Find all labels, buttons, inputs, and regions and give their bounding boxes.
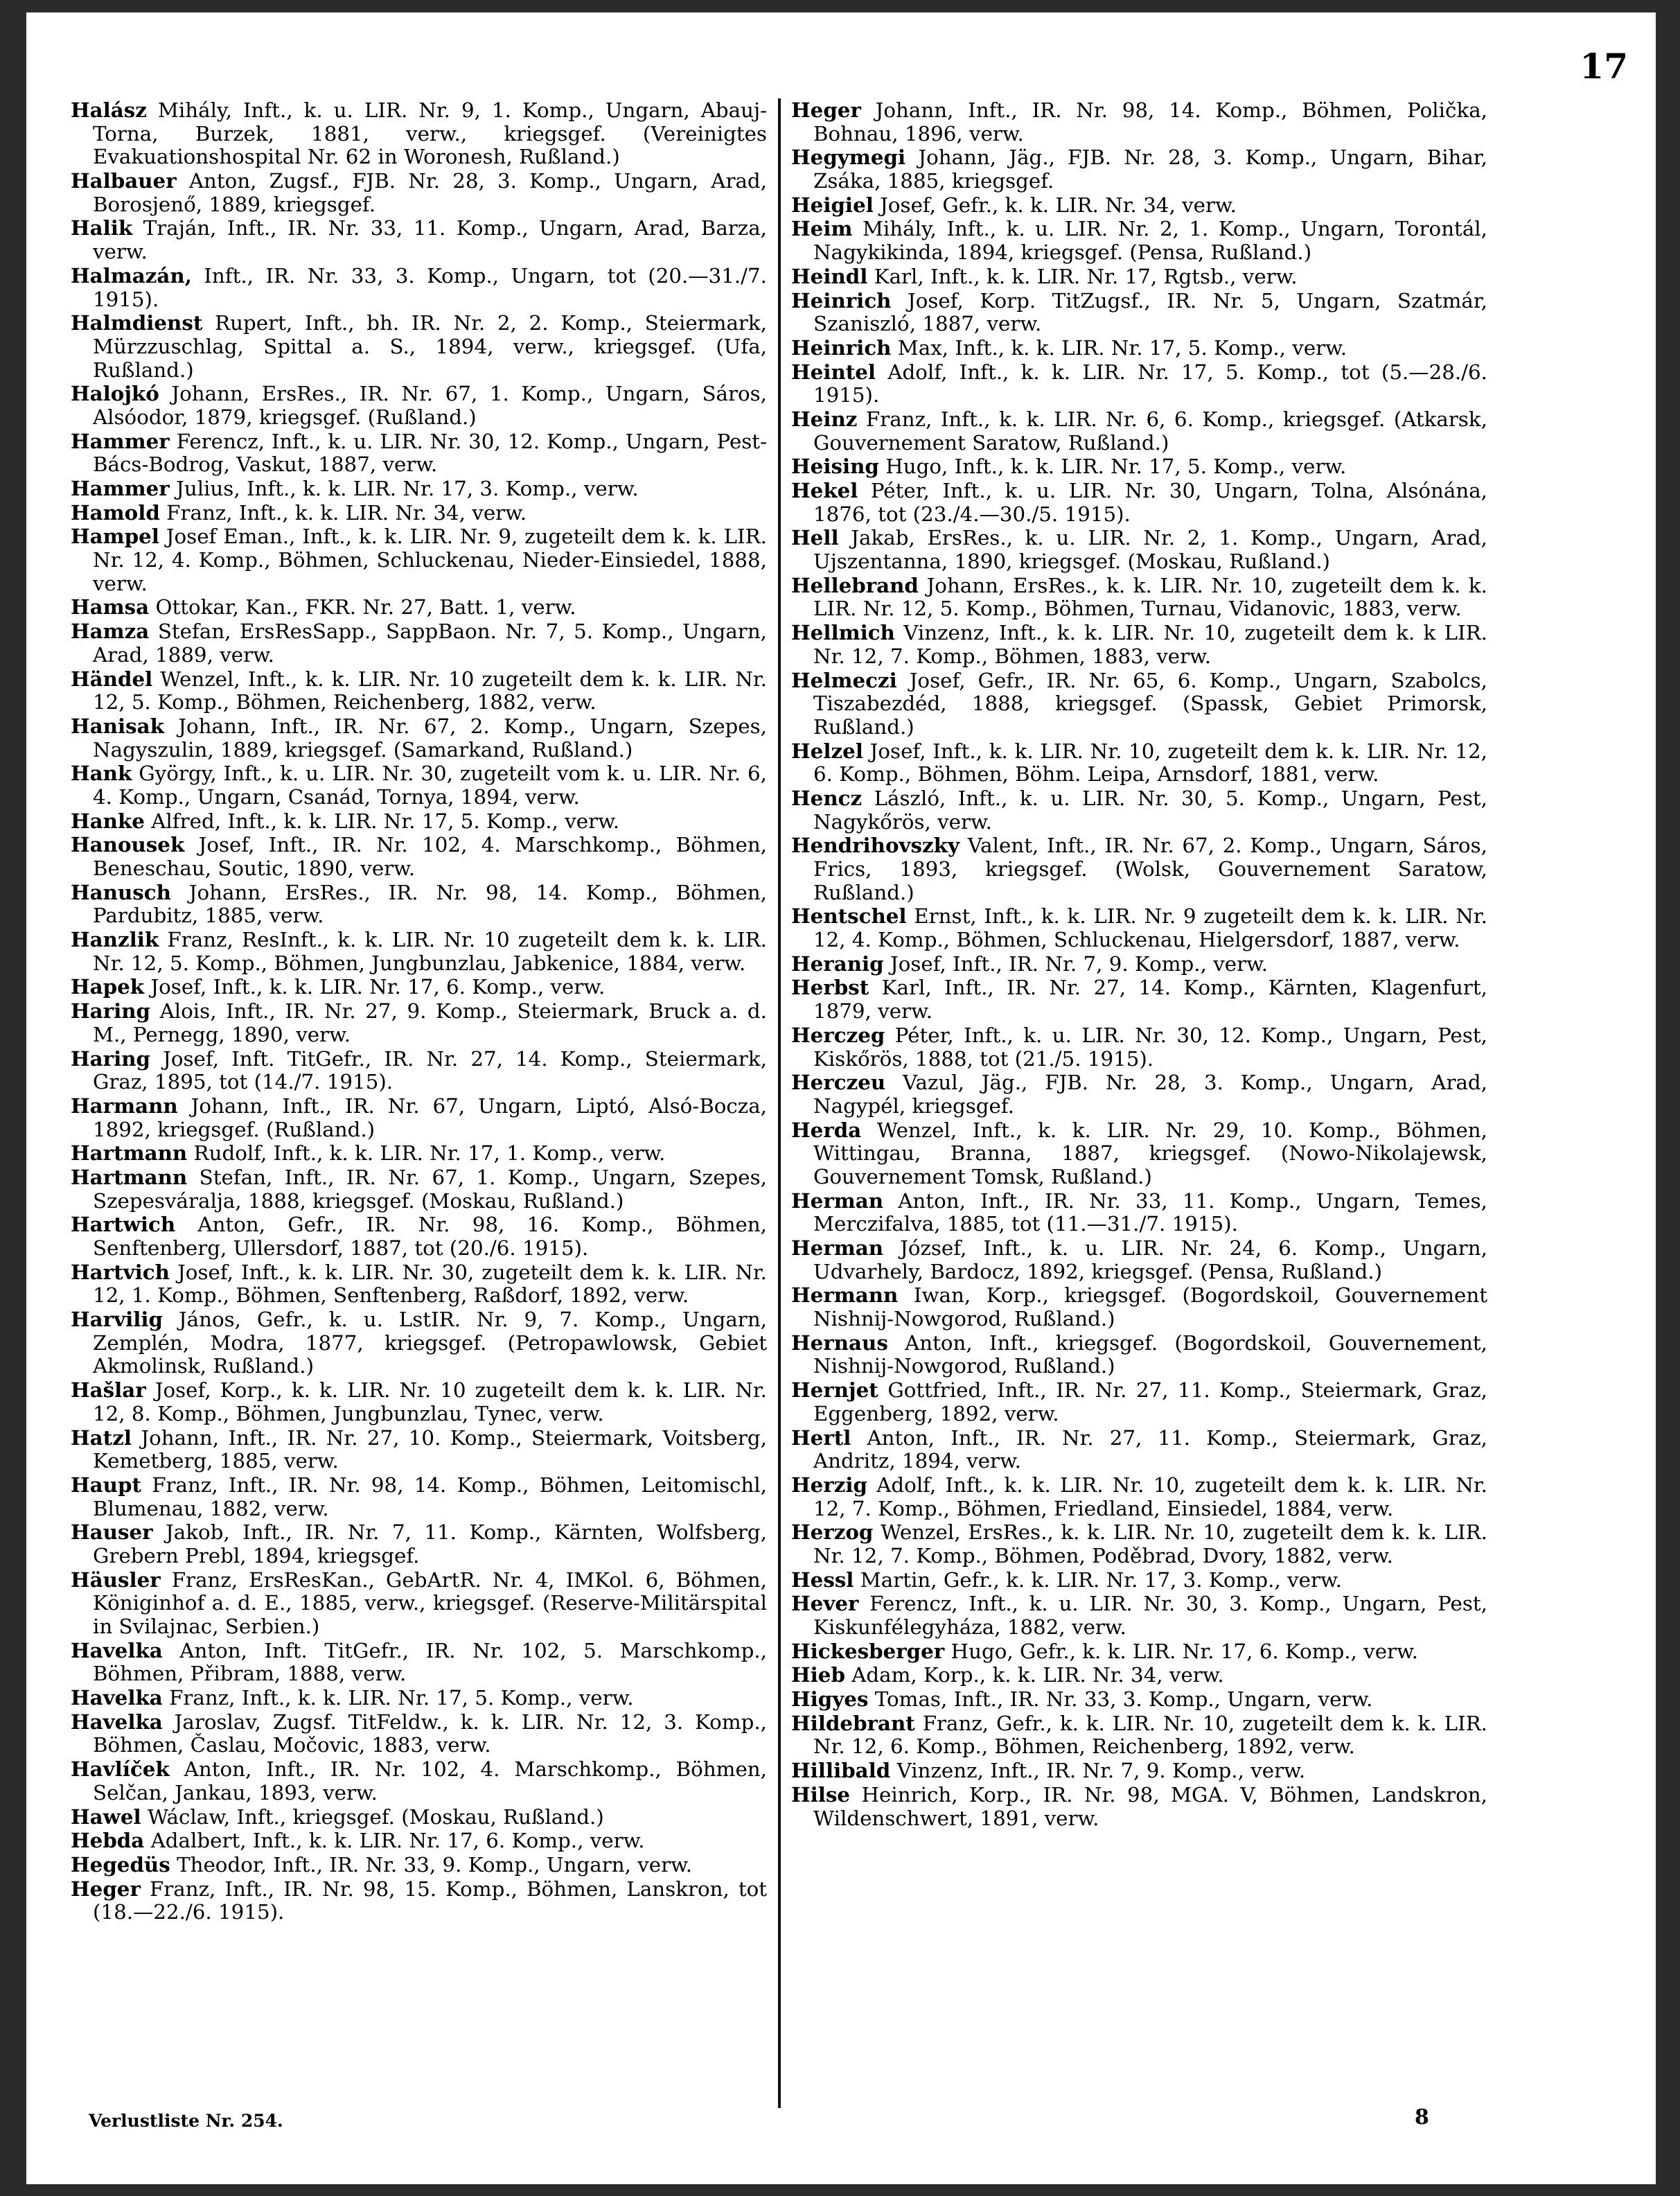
entry-details: Josef, Inft., k. k. LIR. Nr. 17, 6. Komp., verw.: [150, 975, 605, 999]
entry-details: Wenzel, Inft., k. k. LIR. Nr. 29, 10. Komp., Böhmen, Wittingau, Branna, 1887, kriegsgef. (Nowo-Nikolajewsk, Gouvernement Tomsk, Rußland.): [813, 1118, 1487, 1188]
entry-surname: Hanzlik: [71, 927, 159, 952]
entry-details: Anton, Inft., IR. Nr. 33, 11. Komp., Ungarn, Temes, Merczifalva, 1885, tot (11.—31./7. 1915).: [813, 1188, 1487, 1236]
entry-details: Mihály, Inft., k. u. LIR. Nr. 9, 1. Komp., Ungarn, Abauj-Torna, Burzek, 1881, verw., kriegsgef. (Vereinigtes Evakuationshospital Nr. 62 in Woronesh, Rußland.): [93, 98, 767, 169]
entry-details: Rudolf, Inft., k. k. LIR. Nr. 17, 1. Komp., verw.: [193, 1141, 666, 1166]
casualty-entry: [791, 479, 1487, 526]
entry-details: Franz, Inft., IR. Nr. 98, 15. Komp., Böhmen, Lanskron, tot (18.—22./6. 1915).: [93, 1877, 767, 1924]
entry-details: Josef, Korp., k. k. LIR. Nr. 10 zugeteilt dem k. k. LIR. Nr. 12, 8. Komp., Böhmen, Jungbunzlau, Tynec, verw.: [93, 1378, 767, 1425]
entry-surname: Heinz: [791, 406, 858, 431]
entry-details: Johann, Inft., IR. Nr. 67, Ungarn, Liptó, Alsó-Bocza, 1892, kriegsgef. (Rußland.): [93, 1093, 767, 1141]
casualty-entry: [71, 1877, 767, 1924]
casualty-entry: [71, 975, 767, 999]
entry-surname: Helzel: [791, 738, 863, 763]
entry-details: Josef, Gefr., k. k. LIR. Nr. 34, verw.: [880, 193, 1237, 217]
casualty-entry: [791, 1118, 1487, 1189]
entry-surname: Herzog: [791, 1520, 874, 1545]
entry-details: Heinrich, Korp., IR. Nr. 98, MGA. V, Böhmen, Landskron, Wildenschwert, 1891, verw.: [813, 1782, 1487, 1830]
entry-details: Franz, Inft., k. k. LIR. Nr. 6, 6. Komp., kriegsgef. (Atkarsk, Gouvernement Saratow, Rußland.): [813, 407, 1487, 455]
document-page: [26, 12, 1656, 2184]
entry-surname: Hencz: [791, 785, 863, 810]
entry-surname: Hellmich: [791, 620, 895, 645]
casualty-entry: [71, 1047, 767, 1094]
entry-details: Adolf, Inft., k. k. LIR. Nr. 17, 5. Komp., tot (5.—28./6. 1915).: [813, 360, 1487, 407]
entry-details: Jakab, ErsRes., k. u. LIR. Nr. 2, 1. Komp., Ungarn, Arad, Ujszentanna, 1890, kriegsgef. (Moskau, Rußland.): [813, 526, 1487, 574]
casualty-entry: [791, 1759, 1487, 1783]
casualty-entry: [791, 1378, 1487, 1425]
entry-details: Franz, Inft., k. k. LIR. Nr. 34, verw.: [166, 500, 527, 525]
entry-surname: Hellebrand: [791, 572, 919, 597]
casualty-entry: [791, 1236, 1487, 1283]
entry-details: Ottokar, Kan., FKR. Nr. 27, Batt. 1, verw.: [155, 595, 576, 620]
casualty-entry: [71, 1166, 767, 1213]
entry-surname: Herman: [791, 1188, 884, 1213]
page-number: 17: [1580, 46, 1628, 87]
entry-surname: Hernjet: [791, 1378, 878, 1403]
casualty-entry: [71, 1094, 767, 1141]
entry-surname: Havelka: [71, 1637, 163, 1662]
casualty-entry: [71, 714, 767, 762]
casualty-entry: [71, 1805, 767, 1829]
entry-surname: Hendrihovszky: [791, 833, 960, 858]
entry-surname: Hammer: [71, 476, 170, 500]
entry-details: Julius, Inft., k. k. LIR. Nr. 17, 3. Komp., verw.: [176, 477, 639, 500]
footer-list-label: Verlustliste Nr. 254.: [89, 2111, 283, 2131]
entry-surname: Hillibald: [791, 1758, 891, 1783]
footer-sheet-mark: 8: [1415, 2105, 1429, 2129]
casualty-entry: [791, 265, 1487, 289]
entry-surname: Herczeu: [791, 1070, 886, 1095]
entry-details: Josef Eman., Inft., k. k. LIR. Nr. 9, zugeteilt dem k. k. LIR. Nr. 12, 4. Komp., Böhmen, Schluckenau, Nieder-Einsiedel, 1888, verw.: [93, 525, 767, 595]
entry-surname: Harmann: [71, 1093, 178, 1118]
casualty-entry: [791, 1426, 1487, 1473]
entry-details: Josef, Inft. TitGefr., IR. Nr. 27, 14. Komp., Steiermark, Graz, 1895, tot (14./7. 1915).: [93, 1046, 767, 1094]
entry-surname: Hickesberger: [791, 1638, 945, 1663]
entry-surname: Hebda: [71, 1828, 145, 1853]
casualty-entry: [791, 1331, 1487, 1378]
entry-surname: Hieb: [791, 1662, 845, 1687]
entry-details: Martin, Gefr., k. k. LIR. Nr. 17, 3. Komp., verw.: [860, 1567, 1342, 1592]
casualty-entry: [71, 1473, 767, 1520]
column-divider: [778, 98, 781, 2108]
entry-surname: Hever: [791, 1591, 859, 1616]
entry-surname: Higyes: [791, 1687, 869, 1712]
casualty-entry: [71, 477, 767, 501]
entry-details: Péter, Inft., k. u. LIR. Nr. 30, 12. Komp., Ungarn, Pest, Kiskőrös, 1888, tot (21./5. 1915).: [813, 1023, 1487, 1071]
casualty-entry: [71, 928, 767, 975]
casualty-entry: [791, 1592, 1487, 1639]
entry-surname: Heim: [791, 216, 853, 241]
casualty-entry: [791, 1071, 1487, 1118]
casualty-entry: [71, 999, 767, 1046]
entry-details: János, Gefr., k. u. LstIR. Nr. 9, 7. Komp., Ungarn, Zemplén, Modra, 1877, kriegsgef. (Petropawlowsk, Gebiet Akmolinsk, Rußland.): [93, 1308, 767, 1378]
entry-surname: Halbauer: [71, 168, 177, 193]
casualty-entry: [791, 904, 1487, 951]
entry-surname: Herman: [791, 1236, 884, 1260]
casualty-entry: [791, 336, 1487, 360]
entry-surname: Herda: [791, 1117, 862, 1142]
casualty-entry: [791, 455, 1487, 479]
entry-details: Johann, ErsRes., k. k. LIR. Nr. 10, zugeteilt dem k. k. LIR. Nr. 12, 5. Komp., Böhmen, Turnau, Vidanovic, 1883, verw.: [813, 573, 1487, 621]
entry-surname: Hammer: [71, 428, 170, 453]
casualty-entry: [71, 264, 767, 311]
entry-details: Johann, Inft., IR. Nr. 98, 14. Komp., Böhmen, Polička, Bohnau, 1896, verw.: [813, 98, 1487, 146]
entry-surname: Helmeczi: [791, 667, 897, 692]
casualty-entry: [791, 574, 1487, 621]
entry-surname: Halász: [71, 98, 147, 122]
casualty-entry: [71, 1260, 767, 1308]
casualty-entry: [71, 98, 767, 169]
casualty-entry: [71, 1829, 767, 1853]
entry-details: Karl, Inft., k. k. LIR. Nr. 17, Rgtsb., verw.: [874, 264, 1298, 288]
entry-surname: Hanke: [71, 808, 145, 833]
entry-surname: Hanusch: [71, 879, 171, 904]
entry-surname: Hegedüs: [71, 1852, 170, 1877]
entry-details: Stefan, ErsResSapp., SappBaon. Nr. 7, 5. Komp., Ungarn, Arad, 1889, verw.: [93, 620, 767, 667]
casualty-entry: [791, 952, 1487, 976]
casualty-entry: [71, 1686, 767, 1710]
casualty-entry: [71, 762, 767, 809]
casualty-entry: [791, 787, 1487, 834]
entry-surname: Heger: [71, 1876, 141, 1901]
entry-surname: Heinrich: [791, 288, 892, 313]
entry-details: Franz, Inft., IR. Nr. 98, 14. Komp., Böhmen, Leitomischl, Blumenau, 1882, verw.: [93, 1473, 767, 1520]
casualty-entry: [791, 1568, 1487, 1592]
right-column: [791, 98, 1487, 1830]
casualty-entry: [71, 620, 767, 667]
casualty-entry: [71, 667, 767, 714]
casualty-entry: [791, 360, 1487, 407]
entry-details: Anton, Zugsf., FJB. Nr. 28, 3. Komp., Ungarn, Arad, Borosjenő, 1889, kriegsgef.: [93, 169, 767, 216]
entry-details: Jaroslav, Zugsf. TitFeldw., k. k. LIR. Nr. 12, 3. Komp., Böhmen, Časlau, Močovic, 1883, verw.: [93, 1710, 767, 1757]
casualty-entry: [791, 976, 1487, 1023]
entry-details: Anton, Inft., kriegsgef. (Bogordskoil, Gouvernement, Nishnij-Nowgorod, Rußland.): [813, 1330, 1487, 1378]
entry-details: Ferencz, Inft., k. u. LIR. Nr. 30, 3. Komp., Ungarn, Pest, Kiskunfélegyháza, 1882, verw.: [813, 1592, 1487, 1639]
entry-surname: Hartmann: [71, 1164, 188, 1189]
casualty-entry: [71, 1568, 767, 1639]
entry-surname: Harvilig: [71, 1307, 163, 1332]
entry-surname: Hilse: [791, 1782, 851, 1807]
casualty-entry: [71, 1141, 767, 1166]
entry-surname: Händel: [71, 666, 153, 691]
entry-details: Wenzel, ErsRes., k. k. LIR. Nr. 10, zugeteilt dem k. k. LIR. Nr. 12, 7. Komp., Böhmen, Poděbrad, Dvory, 1882, verw.: [813, 1520, 1487, 1567]
entry-details: László, Inft., k. u. LIR. Nr. 30, 5. Komp., Ungarn, Pest, Nagykőrös, verw.: [813, 786, 1487, 834]
entry-surname: Halmdienst: [71, 310, 203, 335]
entry-surname: Hell: [791, 525, 839, 550]
casualty-entry: [791, 1520, 1487, 1567]
casualty-entry: [71, 525, 767, 595]
entry-surname: Hawel: [71, 1804, 141, 1829]
casualty-entry: [791, 289, 1487, 336]
entry-details: György, Inft., k. u. LIR. Nr. 30, zugeteilt vom k. u. LIR. Nr. 6, 4. Komp., Ungarn, Csanád, Tornya, 1894, verw.: [93, 762, 767, 809]
entry-surname: Hernaus: [791, 1330, 888, 1355]
entry-details: Franz, ResInft., k. k. LIR. Nr. 10 zugeteilt dem k. k. LIR. Nr. 12, 5. Komp., Böhmen, Jungbunzlau, Jabkenice, 1884, verw.: [93, 928, 767, 975]
entry-surname: Havelka: [71, 1685, 163, 1710]
entry-surname: Hanousek: [71, 832, 185, 857]
entry-details: Karl, Inft., IR. Nr. 27, 14. Komp., Kärnten, Klagenfurt, 1879, verw.: [813, 976, 1487, 1024]
entry-details: Stefan, Inft., IR. Nr. 67, 1. Komp., Ungarn, Szepes, Szepesváralja, 1888, kriegsgef. (Moskau, Rußland.): [93, 1165, 767, 1213]
entry-details: Josef, Inft., IR. Nr. 102, 4. Marschkomp., Böhmen, Beneschau, Soutic, 1890, verw.: [93, 833, 767, 880]
casualty-entry: [791, 1189, 1487, 1236]
casualty-entry: [71, 1426, 767, 1473]
entry-surname: Hanisak: [71, 713, 164, 738]
casualty-entry: [791, 1712, 1487, 1759]
entry-details: Vinzenz, Inft., k. k. LIR. Nr. 10, zugeteilt dem k. k LIR. Nr. 12, 7. Komp., Böhmen, 1883, verw.: [813, 621, 1487, 668]
casualty-entry: [791, 1687, 1487, 1712]
casualty-entry: [71, 1520, 767, 1567]
entry-details: Péter, Inft., k. u. LIR. Nr. 30, Ungarn, Tolna, Alsónána, 1876, tot (23./4.—30./5. 1915).: [813, 479, 1487, 526]
entry-surname: Heising: [791, 454, 879, 479]
entry-surname: Hildebrant: [791, 1710, 915, 1735]
entry-details: Vinzenz, Inft., IR. Nr. 7, 9. Komp., verw.: [896, 1759, 1306, 1783]
casualty-entry: [71, 1213, 767, 1260]
entry-surname: Heger: [791, 98, 861, 122]
casualty-entry: [71, 311, 767, 382]
entry-surname: Haring: [71, 1046, 151, 1071]
entry-surname: Halmazán,: [71, 263, 192, 288]
casualty-entry: [791, 1024, 1487, 1071]
casualty-entry: [791, 834, 1487, 904]
entry-surname: Hank: [71, 761, 132, 786]
entry-surname: Hegymegi: [791, 145, 906, 170]
entry-surname: Hašlar: [71, 1378, 146, 1403]
casualty-entry: [71, 881, 767, 928]
entry-details: Anton, Inft. TitGefr., IR. Nr. 102, 5. Marschkomp., Böhmen, Přibram, 1888, verw.: [93, 1638, 767, 1686]
entry-details: Jakob, Inft., IR. Nr. 7, 11. Komp., Kärnten, Wolfsberg, Grebern Prebl, 1894, kriegsgef.: [93, 1520, 767, 1567]
entry-surname: Havelka: [71, 1709, 163, 1734]
entry-surname: Herzig: [791, 1472, 868, 1497]
entry-surname: Hampel: [71, 524, 159, 549]
casualty-entry: [791, 146, 1487, 193]
entry-surname: Heintel: [791, 359, 876, 384]
entry-surname: Herbst: [791, 975, 869, 1000]
entry-surname: Hatzl: [71, 1425, 132, 1450]
entry-surname: Havlíček: [71, 1757, 170, 1782]
entry-details: Franz, ErsResKan., GebArtR. Nr. 4, IMKol. 6, Böhmen, Königinhof a. d. E., 1885, verw., kriegsgef. (Reserve-Militärspital in Svilajnac, Serbien.): [93, 1567, 767, 1638]
entry-details: Anton, Inft., IR. Nr. 102, 4. Marschkomp., Böhmen, Selčan, Jankau, 1893, verw.: [93, 1757, 767, 1804]
entry-surname: Hartmann: [71, 1141, 188, 1166]
entry-details: Valent, Inft., IR. Nr. 67, 2. Komp., Ungarn, Sáros, Frics, 1893, kriegsgef. (Wolsk, Gouvernement Saratow, Rußland.): [813, 834, 1487, 904]
entry-details: Adam, Korp., k. k. LIR. Nr. 34, verw.: [851, 1663, 1224, 1687]
entry-details: Adalbert, Inft., k. k. LIR. Nr. 17, 6. Komp., verw.: [150, 1829, 645, 1853]
entry-details: Johann, Inft., IR. Nr. 67, 2. Komp., Ungarn, Szepes, Nagyszulin, 1889, kriegsgef. (Samarkand, Rußland.): [93, 714, 767, 762]
casualty-entry: [71, 1378, 767, 1425]
casualty-entry: [71, 595, 767, 620]
entry-surname: Hartwich: [71, 1212, 176, 1237]
entry-details: Wáclaw, Inft., kriegsgef. (Moskau, Rußland.): [147, 1804, 604, 1829]
entry-surname: Halik: [71, 216, 133, 240]
entry-details: Johann, Inft., IR. Nr. 27, 10. Komp., Steiermark, Voitsberg, Kemetberg, 1885, verw.: [93, 1425, 767, 1473]
entry-surname: Hentschel: [791, 904, 907, 929]
entry-surname: Hamold: [71, 500, 160, 525]
casualty-entry: [791, 193, 1487, 218]
entry-surname: Hermann: [791, 1283, 899, 1308]
entry-surname: Heigiel: [791, 192, 874, 217]
entry-details: Josef, Korp. TitZugsf., IR. Nr. 5, Ungarn, Szatmár, Szaniszló, 1887, verw.: [813, 288, 1487, 336]
entry-surname: Hamsa: [71, 595, 150, 620]
entry-details: Theodor, Inft., IR. Nr. 33, 9. Komp., Ungarn, verw.: [177, 1852, 693, 1877]
entry-surname: Hamza: [71, 619, 150, 644]
entry-details: Johann, Jäg., FJB. Nr. 28, 3. Komp., Ungarn, Bihar, Zsáka, 1885, kriegsgef.: [813, 146, 1487, 193]
casualty-entry: [71, 382, 767, 429]
entry-details: Anton, Inft., IR. Nr. 27, 11. Komp., Steiermark, Graz, Andritz, 1894, verw.: [813, 1425, 1487, 1473]
entry-details: Alfred, Inft., k. k. LIR. Nr. 17, 5. Komp., verw.: [151, 809, 620, 833]
entry-details: Hugo, Inft., k. k. LIR. Nr. 17, 5. Komp., verw.: [885, 455, 1347, 479]
entry-details: Vazul, Jäg., FJB. Nr. 28, 3. Komp., Ungarn, Arad, Nagypél, kriegsgef.: [813, 1071, 1487, 1118]
casualty-entry: [71, 1308, 767, 1378]
entry-surname: Heranig: [791, 951, 884, 976]
casualty-entry: [791, 526, 1487, 573]
casualty-entry: [791, 669, 1487, 739]
casualty-entry: [71, 1853, 767, 1877]
entry-details: Alois, Inft., IR. Nr. 27, 9. Komp., Steiermark, Bruck a. d. M., Pernegg, 1890, verw.: [93, 999, 767, 1046]
entry-details: Josef, Inft., k. k. LIR. Nr. 10, zugeteilt dem k. k. LIR. Nr. 12, 6. Komp., Böhmen, Böhm. Leipa, Arnsdorf, 1881, verw.: [813, 739, 1487, 787]
entry-details: Anton, Gefr., IR. Nr. 98, 16. Komp., Böhmen, Senftenberg, Ullersdorf, 1887, tot (20./6. 1915).: [93, 1213, 767, 1260]
casualty-entry: [791, 1640, 1487, 1664]
casualty-entry: [71, 501, 767, 525]
entry-details: Inft., IR. Nr. 33, 3. Komp., Ungarn, tot (20.—31./7. 1915).: [93, 263, 767, 311]
entry-details: Tomas, Inft., IR. Nr. 33, 3. Komp., Ungarn, verw.: [874, 1687, 1373, 1712]
casualty-entry: [791, 98, 1487, 146]
casualty-entry: [71, 833, 767, 880]
casualty-entry: [791, 739, 1487, 787]
entry-details: Josef, Inft., IR. Nr. 7, 9. Komp., verw.: [890, 951, 1268, 976]
entry-details: Johann, ErsRes., IR. Nr. 67, 1. Komp., Ungarn, Sáros, Alsóodor, 1879, kriegsgef. (Rußland.): [93, 382, 767, 429]
entry-surname: Heinrich: [791, 335, 892, 360]
casualty-entry: [71, 1639, 767, 1686]
entry-surname: Hessl: [791, 1567, 854, 1592]
entry-surname: Halojkó: [71, 381, 159, 406]
casualty-entry: [791, 1473, 1487, 1520]
entry-details: Ferencz, Inft., k. u. LIR. Nr. 30, 12. Komp., Ungarn, Pest-Bács-Bodrog, Vaskut, 1887, verw.: [93, 429, 767, 477]
entry-details: Traján, Inft., IR. Nr. 33, 11. Komp., Ungarn, Arad, Barza, verw.: [93, 216, 767, 264]
entry-surname: Häusler: [71, 1567, 161, 1592]
entry-details: Johann, ErsRes., IR. Nr. 98, 14. Komp., Böhmen, Pardubitz, 1885, verw.: [93, 880, 767, 928]
entry-details: Adolf, Inft., k. k. LIR. Nr. 10, zugeteilt dem k. k. LIR. Nr. 12, 7. Komp., Böhmen, Friedland, Einsiedel, 1884, verw.: [813, 1473, 1487, 1520]
entry-surname: Hartvich: [71, 1259, 170, 1284]
entry-surname: Haupt: [71, 1472, 141, 1497]
entry-surname: Hauser: [71, 1520, 153, 1545]
entry-details: Franz, Inft., k. k. LIR. Nr. 17, 5. Komp., verw.: [169, 1686, 634, 1710]
left-column: [71, 98, 767, 1924]
entry-details: Gottfried, Inft., IR. Nr. 27, 11. Komp., Steiermark, Graz, Eggenberg, 1892, verw.: [813, 1378, 1487, 1425]
entry-details: Rupert, Inft., bh. IR. Nr. 2, 2. Komp., Steiermark, Mürzzuschlag, Spittal a. S., 1894, verw., kriegsgef. (Ufa, Rußland.): [93, 311, 767, 382]
casualty-entry: [71, 1757, 767, 1804]
casualty-entry: [791, 621, 1487, 668]
casualty-entry: [71, 169, 767, 216]
entry-surname: Hertl: [791, 1425, 851, 1450]
entry-details: Franz, Gefr., k. k. LIR. Nr. 10, zugeteilt dem k. k. LIR. Nr. 12, 6. Komp., Böhmen, Reichenberg, 1892, verw.: [813, 1711, 1487, 1759]
entry-surname: Hapek: [71, 974, 145, 999]
entry-details: Iwan, Korp., kriegsgef. (Bogordskoil, Gouvernement Nishnij-Nowgorod, Rußland.): [813, 1283, 1487, 1331]
entry-details: Hugo, Gefr., k. k. LIR. Nr. 17, 6. Komp., verw.: [950, 1639, 1418, 1663]
casualty-entry: [71, 809, 767, 834]
casualty-entry: [791, 1663, 1487, 1687]
casualty-entry: [71, 430, 767, 477]
casualty-entry: [791, 407, 1487, 455]
entry-surname: Heindl: [791, 263, 868, 288]
entry-surname: Haring: [71, 999, 151, 1024]
entry-details: Josef, Gefr., IR. Nr. 65, 6. Komp., Ungarn, Szabolcs, Tiszabezdéd, 1888, kriegsgef. (Spassk, Gebiet Primorsk, Rußland.): [813, 668, 1487, 739]
casualty-entry: [791, 217, 1487, 264]
casualty-entry: [791, 1783, 1487, 1830]
casualty-entry: [71, 1710, 767, 1757]
entry-details: Wenzel, Inft., k. k. LIR. Nr. 10 zugeteilt dem k. k. LIR. Nr. 12, 5. Komp., Böhmen, Reichenberg, 1882, verw.: [93, 667, 767, 714]
casualty-entry: [71, 216, 767, 263]
entry-details: Josef, Inft., k. k. LIR. Nr. 30, zugeteilt dem k. k. LIR. Nr. 12, 1. Komp., Böhmen, Senftenberg, Raßdorf, 1892, verw.: [93, 1260, 767, 1308]
casualty-entry: [791, 1283, 1487, 1330]
entry-details: Max, Inft., k. k. LIR. Nr. 17, 5. Komp., verw.: [897, 335, 1347, 360]
entry-details: Ernst, Inft., k. k. LIR. Nr. 9 zugeteilt dem k. k. LIR. Nr. 12, 4. Komp., Böhmen, Schluckenau, Hielgersdorf, 1887, verw.: [813, 904, 1487, 952]
entry-surname: Hekel: [791, 478, 858, 502]
entry-details: Mihály, Inft., k. u. LIR. Nr. 2, 1. Komp., Ungarn, Torontál, Nagykikinda, 1894, kriegsgef. (Pensa, Rußland.): [813, 217, 1487, 265]
entry-surname: Herczeg: [791, 1022, 885, 1047]
entry-details: József, Inft., k. u. LIR. Nr. 24, 6. Komp., Ungarn, Udvarhely, Bardocz, 1892, kriegsgef. (Pensa, Rußland.): [813, 1236, 1487, 1283]
